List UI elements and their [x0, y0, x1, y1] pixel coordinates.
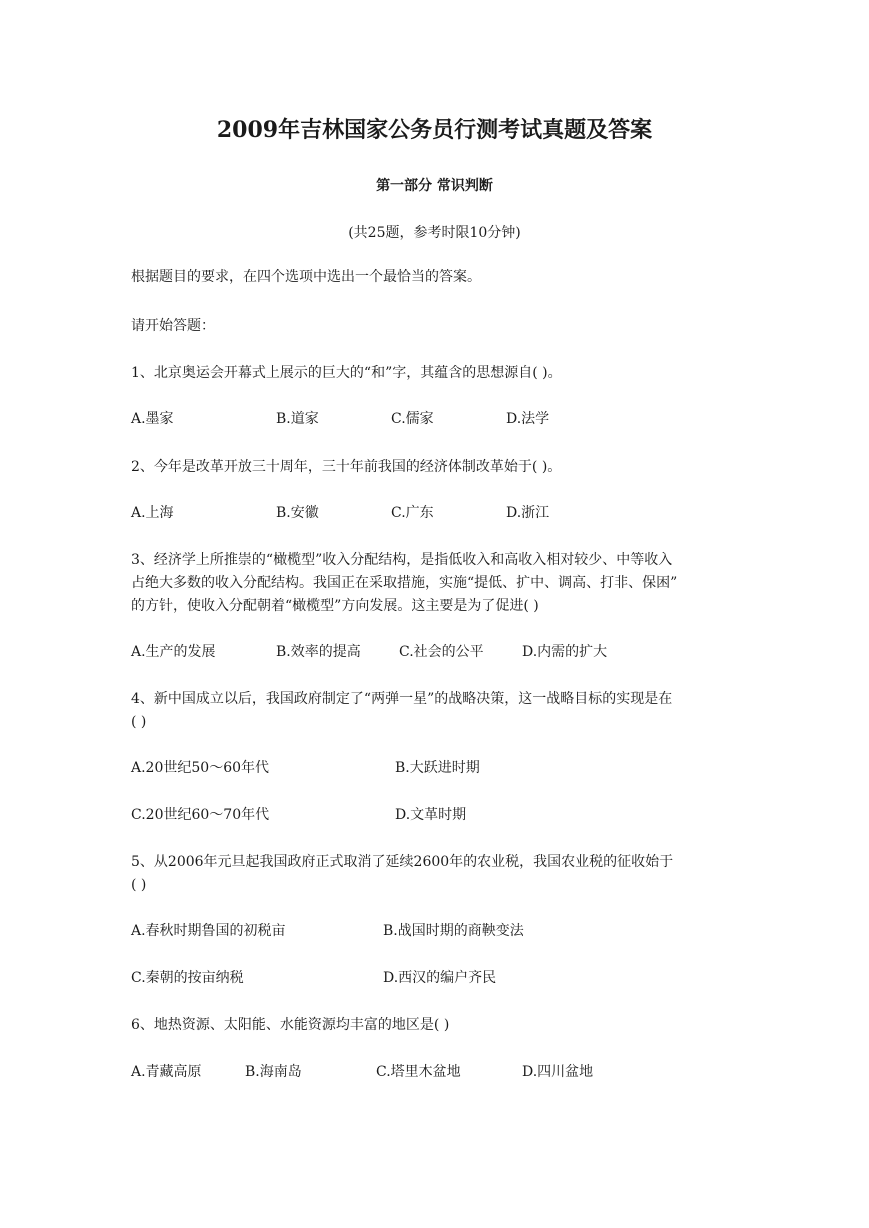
option-d: D.法学	[506, 411, 550, 427]
section-heading: 第一部分 常识判断	[376, 178, 493, 194]
option-a: A.上海	[131, 505, 174, 521]
question-stem-line-2: ( )	[131, 714, 147, 730]
question-stem: 2、今年是改革开放三十周年，三十年前我国的经济体制改革始于( )。	[131, 459, 562, 475]
question-stem-line-1: 5、从2006年元旦起我国政府正式取消了延续2600年的农业税，我国农业税的征收始于	[131, 854, 674, 870]
option-a: A.春秋时期鲁国的初税亩	[131, 923, 286, 939]
option-c: C.儒家	[391, 411, 434, 427]
question-stem-line-1: 4、新中国成立以后，我国政府制定了“两弹一星”的战略决策，这一战略目标的实现是在	[131, 691, 673, 707]
option-c: C.秦朝的按亩纳税	[131, 970, 244, 986]
option-c: C.社会的公平	[399, 644, 484, 660]
option-b: B.海南岛	[245, 1064, 302, 1080]
start-text: 请开始答题：	[131, 318, 215, 334]
section-note: (共25题，参考时限10分钟)	[348, 225, 521, 241]
instruction-text: 根据题目的要求，在四个选项中选出一个最恰当的答案。	[131, 269, 481, 285]
question-stem: 6、地热资源、太阳能、水能资源均丰富的地区是( )	[131, 1017, 450, 1033]
question-stem-line-2: ( )	[131, 877, 147, 893]
option-a: A.墨家	[131, 411, 174, 427]
option-b: B.效率的提高	[276, 644, 361, 660]
question-stem-line-1: 3、经济学上所推崇的“橄榄型”收入分配结构，是指低收入和高收入相对较少、中等收入	[131, 552, 673, 568]
option-b: B.安徽	[276, 505, 319, 521]
option-d: D.西汉的编户齐民	[383, 970, 497, 986]
option-c: C.广东	[391, 505, 434, 521]
option-b: B.道家	[276, 411, 319, 427]
option-c: C.20世纪60～70年代	[131, 807, 270, 823]
option-d: D.浙江	[506, 505, 550, 521]
question-stem: 1、北京奥运会开幕式上展示的巨大的“和”字，其蕴含的思想源自( )。	[131, 365, 562, 381]
option-d: D.内需的扩大	[522, 644, 608, 660]
option-b: B.战国时期的商鞅变法	[383, 923, 524, 939]
option-a: A.生产的发展	[131, 644, 216, 660]
document-title: 2009年吉林国家公务员行测考试真题及答案	[216, 117, 653, 143]
question-stem-line-3: 的方针，使收入分配朝着“橄榄型”方向发展。这主要是为了促进( )	[131, 598, 539, 614]
option-a: A.20世纪50～60年代	[131, 760, 270, 776]
option-c: C.塔里木盆地	[376, 1064, 461, 1080]
question-stem-line-2: 占绝大多数的收入分配结构。我国正在采取措施，实施“提低、扩中、调高、打非、保困”	[131, 575, 678, 591]
option-d: D.文革时期	[395, 807, 467, 823]
option-b: B.大跃进时期	[395, 760, 480, 776]
option-d: D.四川盆地	[522, 1064, 594, 1080]
option-a: A.青藏高原	[131, 1064, 202, 1080]
